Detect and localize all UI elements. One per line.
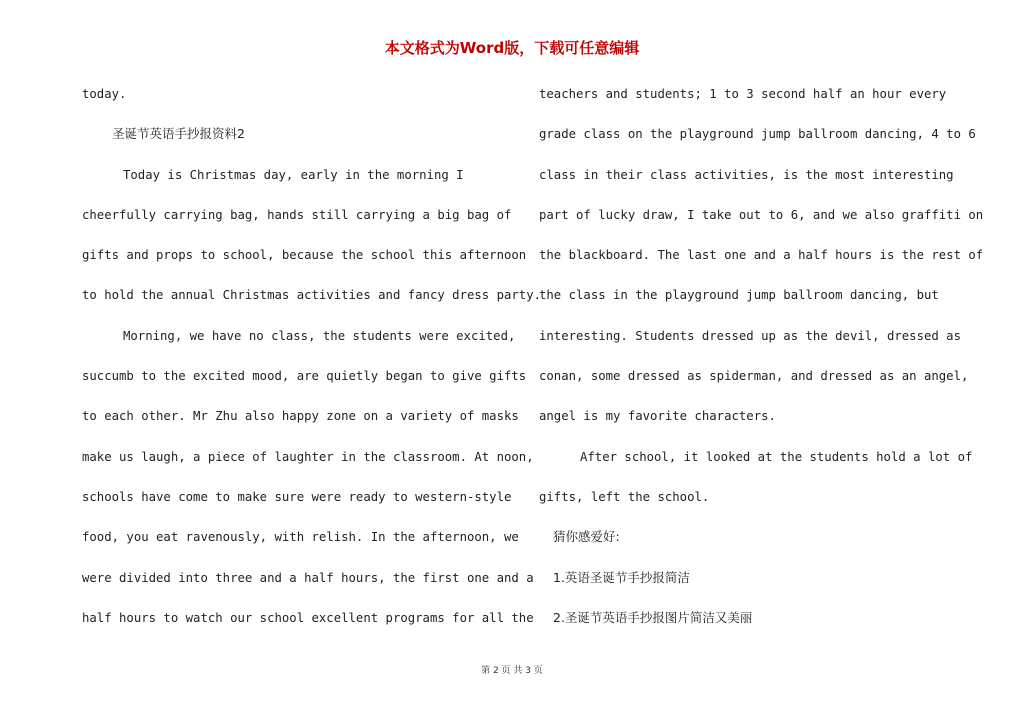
text-line: to each other. Mr Zhu also happy zone on a variety of masks bbox=[82, 409, 519, 424]
document-banner: 本文格式为Word版，下载可任意编辑 bbox=[384, 39, 640, 57]
text-line: food, you eat ravenously, with relish. In the afternoon, we bbox=[82, 530, 519, 545]
related-link[interactable]: 1.英语圣诞节手抄报简洁 bbox=[553, 569, 690, 585]
text-line: schools have come to make sure were ready to western-style bbox=[82, 489, 512, 504]
text-line: Morning, we have no class, the students were excited, bbox=[123, 328, 516, 343]
related-heading: 猜你感爱好: bbox=[553, 529, 620, 545]
text-line: were divided into three and a half hours, the first one and a bbox=[82, 570, 534, 585]
text-line: After school, it looked at the students hold a lot of bbox=[580, 449, 973, 464]
text-line: conan, some dressed as spiderman, and dressed as an angel, bbox=[539, 369, 969, 384]
text-line: make us laugh, a piece of laughter in the classroom. At noon, bbox=[82, 449, 534, 464]
text-line: succumb to the excited mood, are quietly began to give gifts bbox=[82, 369, 527, 384]
text-line: half hours to watch our school excellent programs for all the bbox=[82, 610, 534, 625]
section-heading: 圣诞节英语手抄报资料2 bbox=[112, 126, 245, 142]
text-line: Today is Christmas day, early in the morning I bbox=[123, 167, 464, 182]
text-line: interesting. Students dressed up as the devil, dressed as bbox=[539, 328, 961, 343]
text-line: to hold the annual Christmas activities and fancy dress party. bbox=[82, 288, 542, 303]
related-link[interactable]: 2.圣诞节英语手抄报图片简洁又美丽 bbox=[553, 609, 753, 625]
text-line: teachers and students; 1 to 3 second half an hour every bbox=[539, 87, 947, 101]
text-line: cheerfully carrying bag, hands still carrying a big bag of bbox=[82, 207, 512, 222]
left-column bbox=[82, 82, 542, 646]
right-column bbox=[539, 82, 984, 646]
text-line: the blackboard. The last one and a half hours is the rest of bbox=[539, 248, 984, 263]
text-line: angel is my favorite characters. bbox=[539, 409, 776, 424]
text-line: grade class on the playground jump ballroom dancing, 4 to 6 bbox=[539, 127, 976, 142]
text-line: gifts and props to school, because the school this afternoon bbox=[82, 248, 527, 263]
text-line: part of lucky draw, I take out to 6, and we also graffiti on bbox=[539, 207, 984, 222]
page-number: 第 2 页 共 3 页 bbox=[481, 666, 543, 676]
text-line: class in their class activities, is the most interesting bbox=[539, 167, 954, 182]
text-line: today. bbox=[82, 87, 127, 101]
text-line: gifts, left the school. bbox=[539, 489, 710, 504]
text-line: the class in the playground jump ballroom dancing, but bbox=[539, 288, 939, 303]
